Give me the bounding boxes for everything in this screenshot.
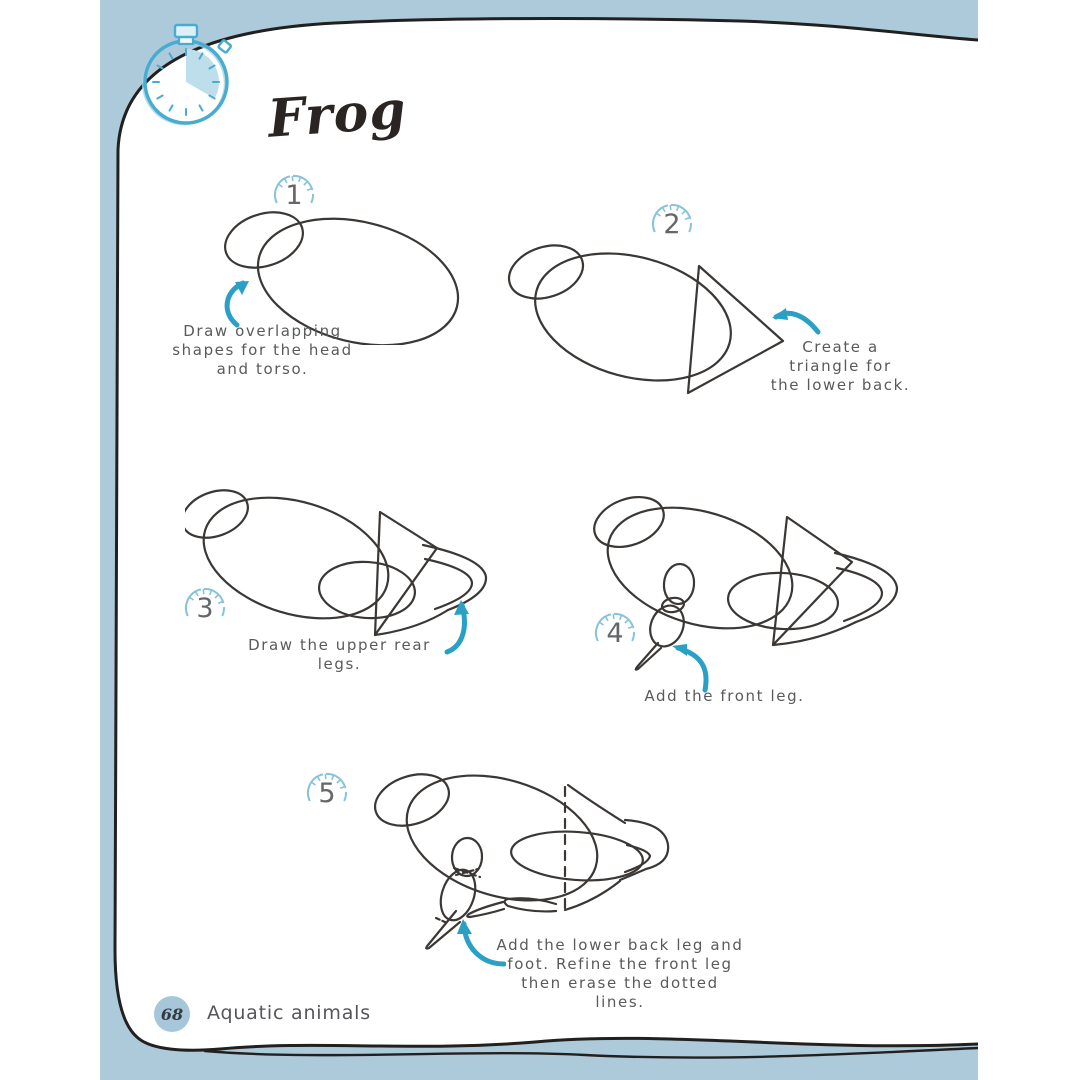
timer-dial-icon <box>302 766 352 816</box>
step-4-sketch <box>580 495 905 680</box>
step-3-caption: Draw the upper rear legs. <box>248 636 431 673</box>
page-title: Frog <box>266 79 409 150</box>
step-number: 1 <box>285 180 303 211</box>
step-number: 5 <box>318 778 336 809</box>
step-1-caption: Draw overlapping shapes for the head and torso. <box>172 322 353 378</box>
step-5-sketch <box>350 765 750 955</box>
scanned-page-background <box>100 0 978 1080</box>
page-curl-line <box>205 1048 978 1058</box>
step-5-caption: Add the lower back leg and foot. Refine the front leg then erase the dotted lines. <box>496 936 744 1011</box>
step-4-caption: Add the front leg. <box>644 687 805 705</box>
page-number: 68 <box>160 1004 184 1024</box>
step-number: 2 <box>663 209 681 240</box>
step-number: 3 <box>196 593 214 624</box>
curved-arrow-icon <box>768 304 822 338</box>
page-number-badge <box>154 996 190 1032</box>
step-2-caption: Create a triangle for the lower back. <box>770 338 911 394</box>
section-label: Aquatic animals <box>207 1002 371 1024</box>
curved-arrow-icon <box>664 641 712 693</box>
stopwatch-icon <box>128 12 246 140</box>
step-number: 4 <box>606 618 624 649</box>
